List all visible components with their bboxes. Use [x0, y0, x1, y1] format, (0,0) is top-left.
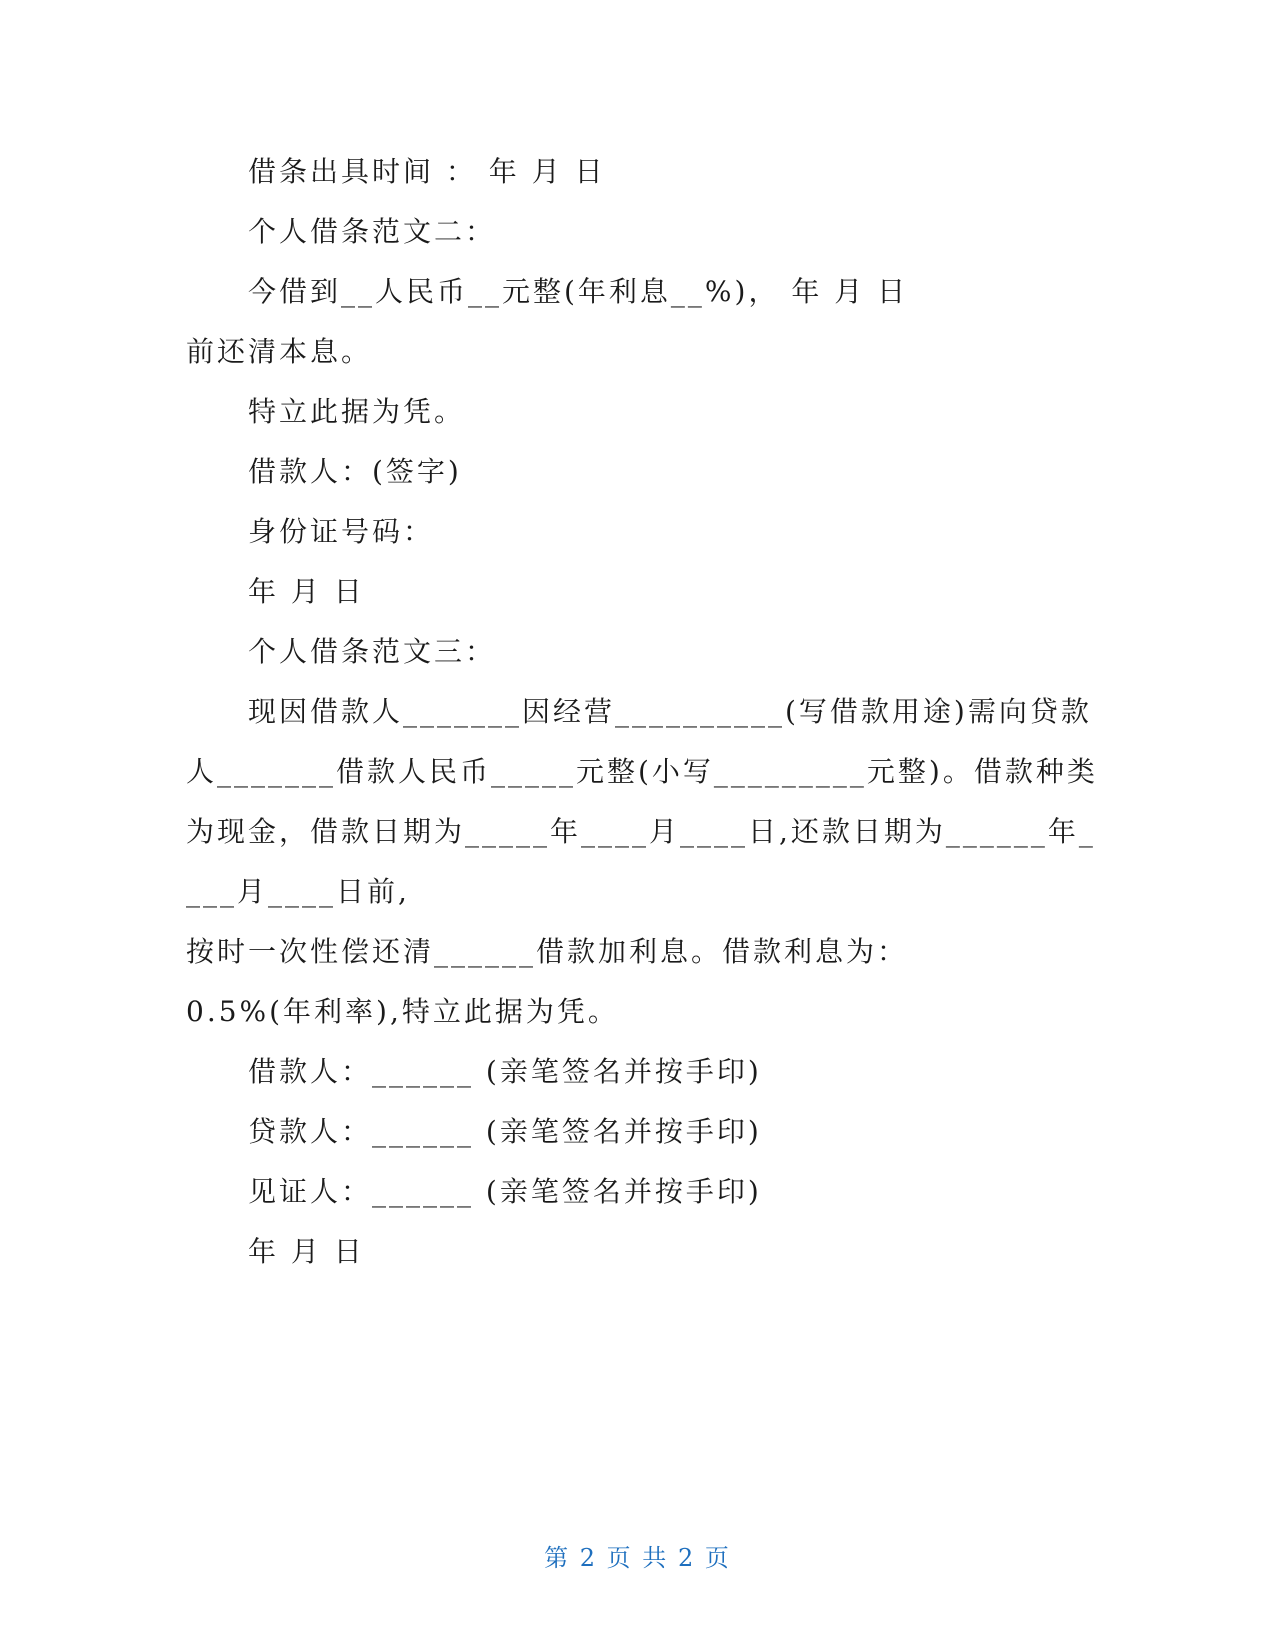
borrower-signature-line: 借款人：______ (亲笔签名并按手印) — [248, 1055, 762, 1088]
section-heading-sample-2: 个人借条范文二： — [248, 215, 497, 248]
date-line: 年 月 日 — [248, 575, 365, 608]
lender-signature-line: 贷款人：______ (亲笔签名并按手印) — [248, 1115, 762, 1148]
paragraph-line: 人_______借款人民币_____元整(小写_________元整)。借款种类 — [186, 755, 1098, 788]
paragraph-line: ___月____日前, — [186, 875, 410, 908]
borrower-signature-line: 借款人：(签字) — [248, 455, 462, 488]
paragraph-line: 为现金，借款日期为_____年____月____日,还款日期为______年_ — [186, 815, 1096, 848]
id-number-line: 身份证号码： — [248, 515, 435, 548]
paragraph-line: 特立此据为凭。 — [248, 395, 466, 428]
date-line: 年 月 日 — [248, 1235, 365, 1268]
document-body — [186, 142, 1098, 1282]
paragraph-line: 0.5%(年利率),特立此据为凭。 — [186, 995, 619, 1028]
witness-signature-line: 见证人：______ (亲笔签名并按手印) — [248, 1175, 762, 1208]
paragraph-line: 现因借款人_______因经营__________(写借款用途)需向贷款 — [248, 695, 1092, 728]
page-number-footer: 第 2 页 共 2 页 — [544, 1544, 731, 1572]
paragraph-line: 按时一次性偿还清______借款加利息。借款利息为： — [186, 935, 909, 968]
section-heading-sample-3: 个人借条范文三： — [248, 635, 497, 668]
issue-date-line: 借条出具时间 ： 年 月 日 — [248, 155, 606, 188]
paragraph-line: 今借到__人民币__元整(年利息__%)， 年 月 日 — [248, 275, 909, 308]
paragraph-line: 前还清本息。 — [186, 335, 373, 368]
